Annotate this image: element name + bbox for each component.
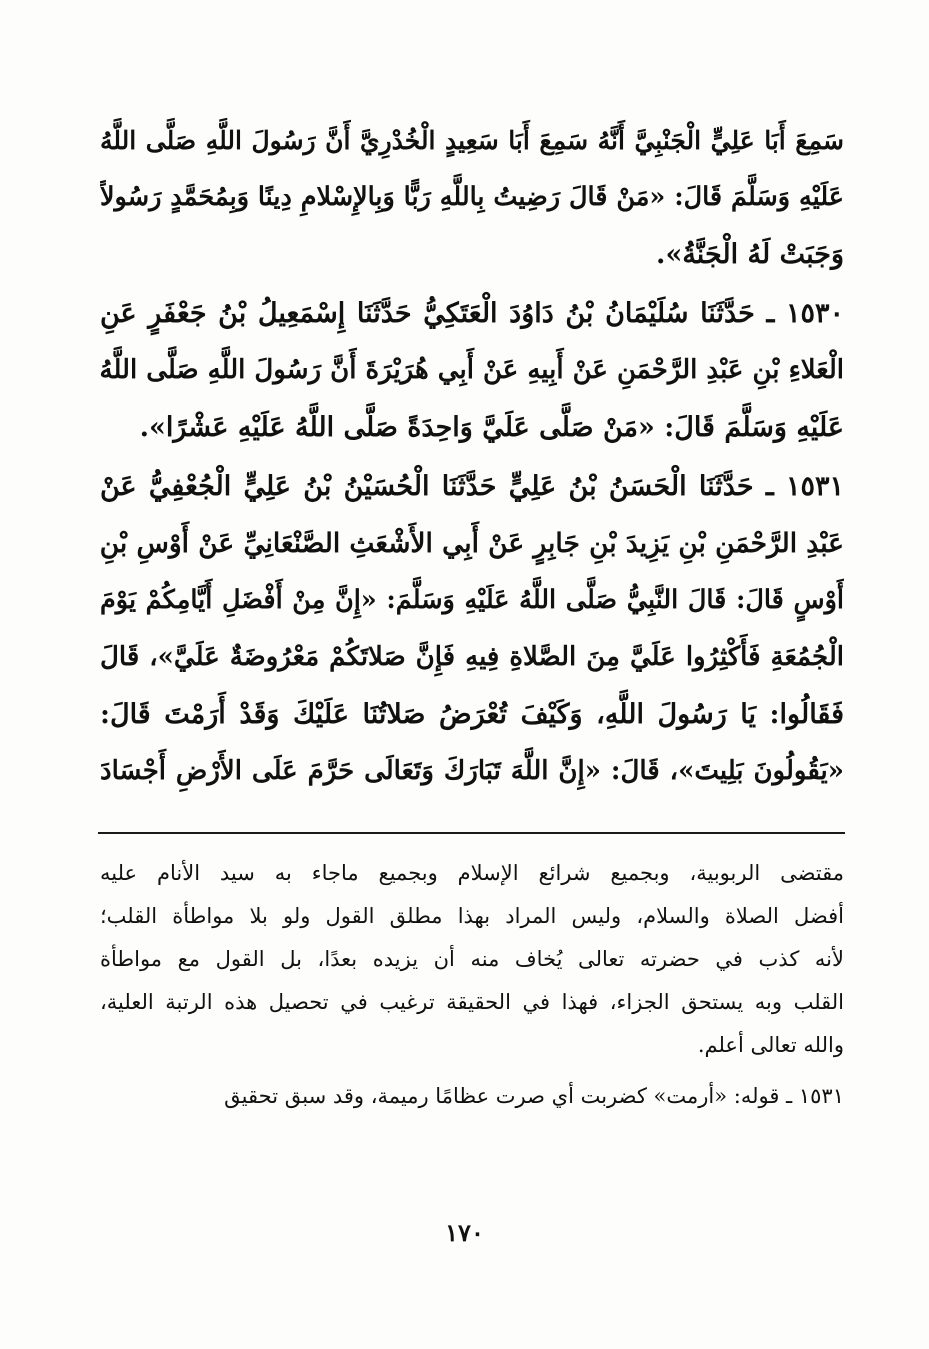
text-line: عَبْدِ الرَّحْمَنِ بْنِ يَزِيدَ بْنِ جَابِرٍ عَنْ أَبِي الأَشْعَثِ الصَّنْعَانِيِّ عَنْ أَوْسِ بْنِ (100, 528, 844, 559)
hadith-text (100, 112, 844, 800)
footnotes (100, 852, 844, 1118)
text-line: الْجُمُعَةِ فَأَكْثِرُوا عَلَيَّ مِنَ الصَّلاةِ فِيهِ فَإِنَّ صَلاتَكُمْ مَعْرُوضَةٌ عَلَيَّ»، قَالَ (100, 642, 844, 672)
footnote-line: والله تعالى أعلم. (697, 1033, 844, 1057)
footnote-line: القلب وبه يستحق الجزاء، فهذا في الحقيقة ترغيب في تحصيل هذه الرتبة العلية، (100, 990, 844, 1014)
footnote-line: مقتضى الربوبية، وبجميع شرائع الإسلام وبجميع ماجاء به سيد الأنام عليه (100, 861, 844, 885)
footnote-separator (98, 832, 845, 834)
text-line: «يَقُولُونَ بَلِيتَ»، قَالَ: «إِنَّ اللَّهَ تَبَارَكَ وَتَعَالَى حَرَّمَ عَلَى الأَرْضِ أَجْسَادَ (100, 756, 844, 786)
text-line: فَقَالُوا: يَا رَسُولَ اللَّهِ، وَكَيْفَ تُعْرَضُ صَلاتُنَا عَلَيْكَ وَقَدْ أَرَمْتَ قَالَ: (100, 699, 844, 730)
hadith-1530-line: ١٥٣٠ ـ حَدَّثَنَا سُلَيْمَانُ بْنُ دَاوُدَ الْعَتَكِيُّ حَدَّثَنَا إِسْمَعِيلُ بْنُ جَعْفَرٍ عَنِ (100, 298, 844, 329)
footnote-line: أفضل الصلاة والسلام، وليس المراد بهذا مطلق القول ولو بلا مواطأة القلب؛ (100, 904, 844, 928)
text-line: وَجَبَتْ لَهُ الْجَنَّةُ». (656, 239, 844, 270)
footnote-line: لأنه كذب في حضرته تعالى يُخاف منه أن يزيده بعدًا، بل القول مع مواطأة (100, 947, 844, 971)
hadith-1531-line: ١٥٣١ ـ حَدَّثَنَا الْحَسَنُ بْنُ عَلِيٍّ حَدَّثَنَا الْحُسَيْنُ بْنُ عَلِيٍّ الْجُعْفِيُّ عَنْ (100, 471, 844, 502)
page-number: ١٧٠ (445, 1218, 484, 1247)
text-line: سَمِعَ أَبَا عَلِيٍّ الْجَنْبِيَّ أَنَّهُ سَمِعَ أَبَا سَعِيدٍ الْخُدْرِيَّ أَنَّ رَسُولَ اللَّهِ صَلَّى اللَّهُ (100, 126, 844, 155)
footnote-gap (100, 1067, 844, 1075)
text-line: أَوْسٍ قَالَ: قَالَ النَّبِيُّ صَلَّى اللَّهُ عَلَيْهِ وَسَلَّمَ: «إِنَّ مِنْ أَفْضَلِ أَيَّامِكُمْ يَوْمَ (100, 585, 844, 615)
text-line: عَلَيْهِ وَسَلَّمَ قَالَ: «مَنْ قَالَ رَضِيتُ بِاللَّهِ رَبًّا وَبِالإِسْلامِ دِينًا وَبِمُحَمَّدٍ رَسُولاً (100, 182, 844, 212)
text-line: عَلَيْهِ وَسَلَّمَ قَالَ: «مَنْ صَلَّى عَلَيَّ وَاحِدَةً صَلَّى اللَّهُ عَلَيْهِ عَشْرًا». (139, 412, 844, 443)
text-line: الْعَلاءِ بْنِ عَبْدِ الرَّحْمَنِ عَنْ أَبِيهِ عَنْ أَبِي هُرَيْرَةَ أَنَّ رَسُولَ اللَّهِ صَلَّى اللَّهُ (100, 355, 844, 385)
footnote-1531-line: ١٥٣١ ـ قوله: «أرمت» كضربت أي صرت عظامًا رميمة، وقد سبق تحقيق (224, 1084, 844, 1108)
